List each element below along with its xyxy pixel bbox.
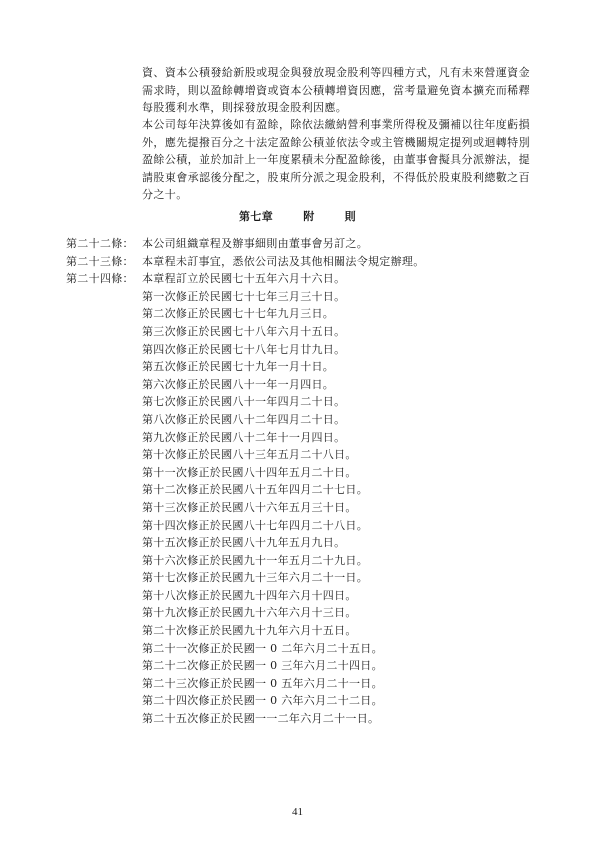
page-number: 41 [292, 806, 303, 818]
amendment-item: 第三次修正於民國七十八年六月十五日。 [142, 324, 346, 338]
amendment-item: 第二十一次修正於民國一 0 二年六月二十五日。 [142, 641, 383, 655]
amendment-item: 第二十次修正於民國九十九年六月十五日。 [142, 624, 357, 638]
amendment-item: 第十七次修正於民國九十三年六月二十一日。 [142, 571, 368, 585]
article-number: 第二十四條： [66, 272, 134, 286]
article-text: 本章程未訂事宜，悉依公司法及其他相關法令規定辦理。 [142, 254, 425, 268]
amendment-item: 第二十五次修正於民國一一二年六月二十一日。 [142, 712, 380, 726]
amendment-history-list [66, 288, 536, 728]
amendment-item: 第六次修正於民國八十一年一月四日。 [142, 377, 335, 391]
amendment-item: 第二十四次修正於民國一 0 六年六月二十二日。 [142, 694, 383, 708]
amendment-item: 第十四次修正於民國八十七年四月二十八日。 [142, 518, 368, 532]
amendment-item: 第十八次修正於民國九十四年六月十四日。 [142, 588, 357, 602]
articles-section [66, 235, 536, 728]
amendment-item: 第四次修正於民國七十八年七月廿九日。 [142, 342, 346, 356]
chapter-title-part2: 則 [344, 210, 356, 223]
amendment-item: 第十三次修正於民國八十六年五月三十日。 [142, 500, 357, 514]
chapter-heading [0, 208, 595, 224]
article-24 [66, 270, 536, 288]
amendment-item: 第九次修正於民國八十二年十一月四日。 [142, 430, 346, 444]
article-text: 本章程訂立於民國七十五年六月十六日。 [142, 272, 346, 286]
amendment-item: 第七次修正於民國八十一年四月二十日。 [142, 395, 346, 409]
article-number: 第二十二條： [66, 237, 134, 250]
amendment-item: 第十九次修正於民國九十六年六月十三日。 [142, 606, 357, 620]
amendment-item: 第二十二次修正於民國一 0 三年六月二十四日。 [142, 659, 383, 673]
paragraph-earnings-distribution: 本公司每年決算後如有盈餘，除依法繳納營利事業所得稅及彌補以往年度虧損外，應先提撥百分之十法定盈餘公積並依法令或主管機關規定提列或迴轉特別盈餘公積，並於加計上一年度累積未分配盈餘後，由董事會擬具分派辦法，提請股東會承認後分配之，股東所分派之現金股利，不得低於股東股利總數之百分之十。 [142, 118, 530, 201]
amendment-item: 第十二次修正於民國八十五年四月二十七日。 [142, 483, 368, 497]
paragraph-dividend-methods: 資、資本公積發給新股或現金與發放現金股利等四種方式，凡有未來營運資金需求時，則以盈餘轉增資或資本公積轉增資因應，當考量避免資本擴充而稀釋每股獲利水準，則採發放現金股利因應。 [142, 66, 530, 114]
chapter-title-part1: 附 [303, 210, 315, 223]
amendment-item: 第十五次修正於民國八十九年五月九日。 [142, 536, 346, 550]
article-number: 第二十三條： [66, 254, 134, 268]
amendment-item: 第一次修正於民國七十七年三月三十日。 [142, 289, 346, 303]
amendment-item: 第八次修正於民國八十二年四月二十日。 [142, 412, 346, 426]
article-text: 本公司組織章程及辦事細則由董事會另訂之。 [142, 237, 368, 250]
amendment-item: 第十次修正於民國八十三年五月二十八日。 [142, 448, 357, 462]
article-23 [66, 253, 536, 271]
amendment-item: 第二十三次修正於民國一 0 五年六月二十一日。 [142, 676, 383, 690]
amendment-item: 第二次修正於民國七十七年九月三日。 [142, 307, 335, 321]
chapter-number: 第七章 [238, 210, 274, 223]
amendment-item: 第五次修正於民國七十九年一月十日。 [142, 360, 335, 374]
amendment-item: 第十六次修正於民國九十一年五月二十九日。 [142, 553, 368, 567]
article-22 [66, 235, 536, 253]
amendment-item: 第十一次修正於民國八十四年五月二十日。 [142, 465, 357, 479]
